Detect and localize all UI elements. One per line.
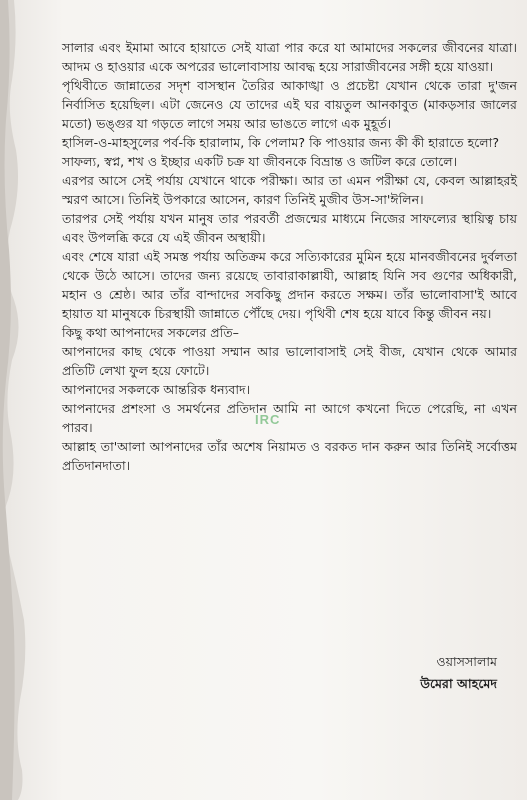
paragraph: তারপর সেই পর্যায় যখন মানুষ তার পরবর্তী প্রজন্মের মাধ্যমে নিজের সাফল্যের স্থায়িত্ব চায় এবং উপলব্ধি করে যে এই জীবন অস্থায়ী। xyxy=(62,211,517,245)
paragraph: সাফল্য, স্বপ্ন, শখ ও ইচ্ছার একটি চক্র যা জীবনকে বিভ্রান্ত ও জটিল করে তোলে। xyxy=(62,154,458,169)
body-text xyxy=(62,38,517,475)
signoff xyxy=(420,651,497,695)
paragraph: হাসিল-ও-মাহসুলের পর্ব-কি হারালাম, কি পেলাম? কি পাওয়ার জন্য কী কী হারাতে হলো? xyxy=(62,135,499,150)
watermark-logo: IRC xyxy=(255,412,281,427)
paragraph: পৃথিবীতে জান্নাতের সদৃশ বাসস্থান তৈরির আকাঙ্খা ও প্রচেষ্টা যেখান থেকে তারা দু'জন নির্বাসিত হয়েছিল। এটা জেনেও যে তাদের এই ঘর বায়তুল আনকাবুত (মাকড়সার জালের মতো) ভঙ্গুর যা গড়তে লাগে সময় আর ভাঙতে লাগে এক মুহূর্ত। xyxy=(62,78,517,131)
paragraph: এবং শেষে যারা এই সমস্ত পর্যায় অতিক্রম করে সত্যিকারের মুমিন হয়ে মানবজীবনের দুর্বলতা থেকে উঠে আসে। তাদের জন্য রয়েছে তাবারাকাল্লাযী, আল্লাহ যিনি সব গুণের অধিকারী, মহান ও শ্রেষ্ঠ। আর তাঁর বান্দাদের সবকিছু প্রদান করতে সক্ষম। তাঁর ভালোবাসা'ই আবে হায়াত যা মানুষকে চিরস্থায়ী জান্নাতে পৌঁছে দেয়। পৃথিবী শেষ হয়ে যাবে কিন্তু জীবন নয়। xyxy=(62,249,517,321)
paragraph: আপনাদের কাছ থেকে পাওয়া সম্মান আর ভালোবাসাই সেই বীজ, যেখান থেকে আমার প্রতিটি লেখা ফুল হয়ে ফোটে। xyxy=(62,344,517,378)
paragraph: এরপর আসে সেই পর্যায় যেখানে থাকে পরীক্ষা। আর তা এমন পরীক্ষা যে, কেবল আল্লাহরই স্মরণ আসে। তিনিই উপকারে আসেন, কারণ তিনিই মুজীব উস-সা'ঈলিন। xyxy=(62,173,517,207)
paragraph: আপনাদের প্রশংসা ও সমর্থনের প্রতিদান আমি না আগে কখনো দিতে পেরেছি, না এখন পারব। xyxy=(62,401,517,435)
closing-salutation: ওয়াসসালাম xyxy=(436,654,497,669)
author-name: উমেরা আহমেদ xyxy=(420,676,497,691)
paragraph: কিছু কথা আপনাদের সকলের প্রতি– xyxy=(62,325,239,340)
paragraph: সালার এবং ইমামা আবে হায়াতে সেই যাত্রা পার করে যা আমাদের সকলের জীবনের যাত্রা। আদম ও হাওয়ার একে অপরের ভালোবাসায় আবদ্ধ হয়ে সারাজীবনের সঙ্গী হয়ে যাওয়া। xyxy=(62,40,517,74)
paragraph: আপনাদের সকলকে আন্তরিক ধন্যবাদ। xyxy=(62,382,251,397)
torn-page-edge xyxy=(0,0,28,800)
paragraph: আল্লাহ তা'আলা আপনাদের তাঁর অশেষ নিয়ামত ও বরকত দান করুন আর তিনিই সর্বোত্তম প্রতিদানদাতা। xyxy=(62,439,517,473)
